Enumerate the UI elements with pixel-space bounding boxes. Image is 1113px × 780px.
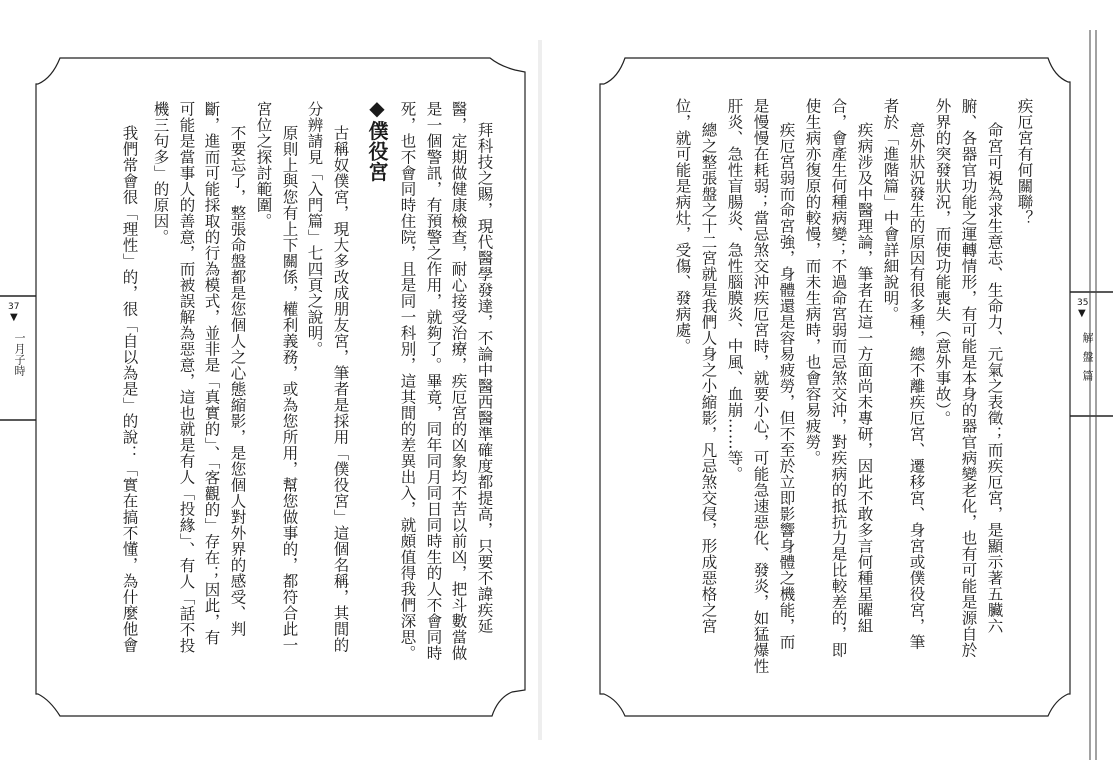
text-column: 宮位之探討範圍。	[254, 101, 273, 229]
text-column: 拜科技之賜，現代醫學發達，不論中醫西醫準確度都提高，只要不諱疾延	[475, 122, 494, 634]
down-arrow-icon: ▼	[1078, 308, 1086, 319]
text-column: 意外狀況發生的原因有很多種，總不離疾厄宮、遷移宮、身宮或僕役宮，筆	[907, 122, 926, 650]
text-column: 者於「進階篇」中會詳細說明。	[881, 98, 900, 322]
text-column: 疾厄宮有何關聯？	[1015, 98, 1034, 226]
page-number: 35	[1077, 298, 1089, 308]
text-column: 肝炎、急性盲腸炎、急性腦膜炎、中風、血崩……等。	[725, 98, 744, 482]
text-column: 是慢慢在耗弱；當忌煞交沖疾厄宮時，就要小心，可能急速惡化、發炎，如猛爆性	[751, 98, 770, 674]
text-column: 總之整張盤之十二宮就是我們人身之小縮影，凡忌煞交侵，形成惡格之宮	[699, 122, 718, 634]
page-number: 37	[8, 302, 20, 312]
text-column: 合，會產生何種病變；不過命宮弱而忌煞交沖，對疾病的抵抗力是比較差的，即	[829, 98, 848, 658]
left-page	[0, 0, 540, 780]
down-arrow-icon: ▼	[10, 312, 18, 323]
text-column: 位，就可能是病灶，受傷、發病處。	[673, 98, 692, 354]
text-column: 疾病涉及中醫理論，筆者在這一方面尚未專研，因此不敢多言何種星曜組	[855, 122, 874, 634]
text-column: 腑、各器官功能之運轉情形，有可能是本身的器官病變老化，也有可能是源自於	[959, 98, 978, 658]
text-column: 命宮可視為求生意志、生命力、元氣之表徵；而疾厄宮，是顯示著五臟六	[985, 122, 1004, 634]
text-column: 可能是當事人的善意，而被誤解為惡意，這也就是有人「投緣」、有人「話不投	[177, 101, 196, 654]
text-column: 醫，定期做健康檢查，耐心接受治療，疾厄宮的凶象均不苦以前凶，把斗數當做	[449, 101, 468, 661]
text-column: 我們常會很「理性」的，很「自以為是」的說：「實在搞不懂，為什麼他會	[120, 125, 139, 653]
text-column: 疾厄宮弱而命宮強，身體還是容易疲勞，但不至於立即影響身體之機能，而	[777, 122, 796, 650]
text-column: 古稱奴僕宮，現大多改成朋友宮，筆者是採用「僕役宮」這個名稱，其間的	[331, 125, 350, 653]
side-tab-label: 解盤篇	[1081, 332, 1094, 389]
text-column: 原則上與您有上下關係，權利義務，或為您所用，幫您做事的，都符合此一	[280, 125, 299, 653]
text-column: 不要忘了，整張命盤都是您個人之心態縮影，是您個人對外界的感受、判	[228, 125, 247, 637]
text-column: 斷，進而可能採取的行為模式，並非是「真實的」、「客觀的」存在；因此，有	[202, 101, 221, 646]
section-heading: ◆僕役宮	[365, 96, 389, 182]
text-column: 死，也不會同時住院，且是同一科別，這其間的差異出入，就頗值得我們深思。	[398, 101, 417, 661]
text-column: 使生病亦復原的較慢，而未生病時，也會容易疲勞。	[803, 98, 822, 466]
text-column: 外界的突發狀況，而使功能喪失（意外事故）。	[933, 98, 952, 427]
side-tab-label: 一月子時	[13, 332, 26, 376]
text-column: 是一個警訊，有預警之作用，就夠了。畢竟，同年同月同日同時生的人不會同時	[424, 101, 443, 661]
text-column: 分辨請見「入門篇」七四頁之說明。	[305, 101, 324, 357]
text-column: 機三句多」的原因。	[151, 101, 170, 245]
right-page	[540, 0, 1113, 780]
